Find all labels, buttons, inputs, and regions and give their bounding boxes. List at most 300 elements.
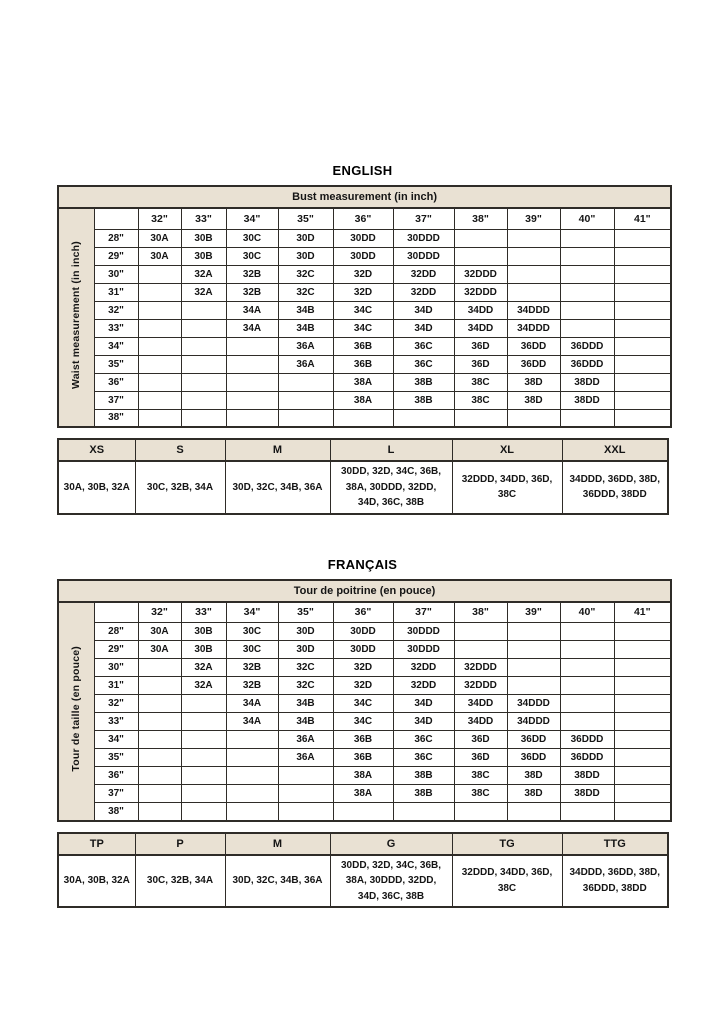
bra-size-cell — [560, 409, 614, 427]
waist-row-label-cell: 37" — [94, 391, 138, 409]
bra-size-cell: 38DD — [560, 767, 614, 785]
section-title-french: FRANÇAIS — [327, 556, 398, 572]
bra-size-cell — [560, 695, 614, 713]
bra-size-cell — [507, 229, 560, 247]
bra-size-cell — [560, 659, 614, 677]
matrix-data-row — [58, 409, 671, 427]
bra-size-cell: 30D — [278, 623, 333, 641]
bra-size-cell — [507, 677, 560, 695]
bra-size-cell: 36DDD — [560, 355, 614, 373]
size-group-header-cell: TP — [58, 833, 135, 855]
bra-size-cell: 30DD — [333, 229, 393, 247]
bust-col-header-cell: 34" — [226, 208, 278, 229]
bra-size-cell — [454, 247, 507, 265]
bra-size-cell: 30B — [181, 623, 226, 641]
bra-size-cell: 32C — [278, 283, 333, 301]
bra-size-cell — [226, 785, 278, 803]
bra-size-cell: 30B — [181, 641, 226, 659]
bra-size-cell: 30A — [138, 623, 181, 641]
bra-size-cell — [614, 749, 671, 767]
bra-size-cell — [226, 337, 278, 355]
size-group-header-cell: G — [330, 833, 452, 855]
waist-row-label-cell: 33" — [94, 713, 138, 731]
bra-size-cell: 34DD — [454, 713, 507, 731]
size-group-values-cell: 30A, 30B, 32A — [58, 855, 135, 908]
bra-size-cell: 32A — [181, 283, 226, 301]
matrix-data-row — [58, 247, 671, 265]
waist-row-label-cell: 34" — [94, 731, 138, 749]
bra-size-cell — [560, 803, 614, 821]
bra-size-cell: 36B — [333, 749, 393, 767]
matrix-data-row — [58, 677, 671, 695]
size-group-header-cell: XS — [58, 439, 135, 461]
size-group-header-cell: XL — [452, 439, 562, 461]
size-group-values-cell: 30A, 30B, 32A — [58, 461, 135, 514]
bra-size-cell: 30DD — [333, 641, 393, 659]
bra-size-cell — [614, 641, 671, 659]
bra-size-cell — [560, 301, 614, 319]
bra-size-cell — [138, 785, 181, 803]
bra-size-cell: 32D — [333, 283, 393, 301]
column-header-row — [58, 602, 671, 623]
bra-size-cell: 36B — [333, 731, 393, 749]
bra-size-cell — [138, 695, 181, 713]
bra-size-cell — [181, 767, 226, 785]
waist-side-label-cell — [58, 208, 94, 427]
bust-col-header-cell: 34" — [226, 602, 278, 623]
bra-size-cell — [614, 659, 671, 677]
bust-measurement-header-cell: Tour de poitrine (en pouce) — [58, 580, 671, 602]
bra-size-cell — [138, 713, 181, 731]
bra-size-cell: 32B — [226, 265, 278, 283]
column-header-row — [58, 208, 671, 229]
waist-row-label-cell: 29" — [94, 247, 138, 265]
bra-size-cell: 38D — [507, 391, 560, 409]
bra-size-cell — [181, 749, 226, 767]
size-group-header-cell: XXL — [562, 439, 668, 461]
size-group-values-cell: 30C, 32B, 34A — [135, 461, 225, 514]
size-group-values-row — [58, 461, 668, 514]
bra-size-cell — [278, 409, 333, 427]
bra-size-cell: 30DD — [333, 247, 393, 265]
bra-size-cell — [614, 695, 671, 713]
bra-size-cell: 30DDD — [393, 641, 454, 659]
bra-size-cell: 36B — [333, 337, 393, 355]
matrix-data-row — [58, 265, 671, 283]
bra-size-cell — [138, 677, 181, 695]
matrix-data-row — [58, 641, 671, 659]
bra-size-cell: 32DD — [393, 677, 454, 695]
bra-size-cell — [138, 803, 181, 821]
waist-row-label-cell: 35" — [94, 749, 138, 767]
section-french — [57, 557, 668, 909]
bra-size-cell: 34C — [333, 319, 393, 337]
bra-size-cell: 34D — [393, 319, 454, 337]
bust-col-header-cell: 32" — [138, 602, 181, 623]
bra-size-cell — [226, 373, 278, 391]
bra-size-cell — [181, 785, 226, 803]
bust-col-header-cell: 36" — [333, 602, 393, 623]
bra-size-cell: 36A — [278, 749, 333, 767]
bra-size-cell — [614, 319, 671, 337]
bra-size-cell — [560, 265, 614, 283]
bust-waist-matrix-table-english — [57, 185, 672, 428]
bra-size-cell: 34DDD — [507, 319, 560, 337]
bra-size-cell — [614, 713, 671, 731]
bra-size-cell: 30D — [278, 641, 333, 659]
bra-size-cell: 36C — [393, 355, 454, 373]
bra-size-cell: 32B — [226, 677, 278, 695]
bra-size-cell: 38C — [454, 373, 507, 391]
bra-size-cell: 36D — [454, 749, 507, 767]
bra-size-cell: 32DDD — [454, 659, 507, 677]
section-title-english: ENGLISH — [332, 163, 393, 178]
waist-side-label: Waist measurement (in inch) — [70, 241, 83, 389]
bra-size-cell: 34DD — [454, 695, 507, 713]
waist-row-label-cell: 33" — [94, 319, 138, 337]
bra-size-cell: 36A — [278, 337, 333, 355]
matrix-data-row — [58, 695, 671, 713]
size-group-values-cell: 32DDD, 34DD, 36D, 38C — [452, 461, 562, 514]
bra-size-cell — [507, 247, 560, 265]
size-summary-table-french — [57, 832, 669, 909]
bra-size-cell — [226, 803, 278, 821]
bra-size-cell — [138, 283, 181, 301]
size-summary-table-english — [57, 438, 669, 515]
bra-size-cell — [560, 641, 614, 659]
bra-size-cell: 32DD — [393, 265, 454, 283]
bra-size-cell: 36DDD — [560, 749, 614, 767]
waist-row-label-cell: 36" — [94, 767, 138, 785]
matrix-data-row — [58, 803, 671, 821]
size-group-values-cell: 34DDD, 36DD, 38D, 36DDD, 38DD — [562, 855, 668, 908]
bra-size-cell: 38A — [333, 373, 393, 391]
bra-size-cell — [333, 409, 393, 427]
bra-size-cell — [226, 409, 278, 427]
bra-size-cell: 34A — [226, 713, 278, 731]
bra-size-cell — [614, 301, 671, 319]
bra-size-cell — [138, 731, 181, 749]
bust-col-header-cell: 33" — [181, 602, 226, 623]
bra-size-cell — [181, 319, 226, 337]
bra-size-cell — [181, 301, 226, 319]
bra-size-cell: 32D — [333, 677, 393, 695]
bust-col-header-cell: 35" — [278, 602, 333, 623]
waist-row-label-cell: 30" — [94, 659, 138, 677]
bra-size-cell — [507, 803, 560, 821]
bra-size-cell — [278, 391, 333, 409]
bra-size-cell — [393, 803, 454, 821]
bust-col-header-cell: 32" — [138, 208, 181, 229]
bra-size-cell: 32D — [333, 265, 393, 283]
bra-size-cell — [560, 319, 614, 337]
bra-size-cell: 34DDD — [507, 713, 560, 731]
bra-size-cell — [181, 803, 226, 821]
bust-col-header-cell: 39" — [507, 602, 560, 623]
bra-size-cell — [614, 229, 671, 247]
bra-size-cell: 34D — [393, 301, 454, 319]
bra-size-cell: 34B — [278, 713, 333, 731]
waist-row-label-cell: 35" — [94, 355, 138, 373]
bra-size-cell: 34A — [226, 695, 278, 713]
waist-row-label-cell: 34" — [94, 337, 138, 355]
bra-size-cell — [614, 767, 671, 785]
matrix-data-row — [58, 301, 671, 319]
bra-size-cell: 32DDD — [454, 677, 507, 695]
bra-size-cell: 34C — [333, 695, 393, 713]
bra-size-cell: 32D — [333, 659, 393, 677]
bra-size-cell: 30DDD — [393, 229, 454, 247]
bra-size-cell — [454, 623, 507, 641]
bra-size-cell — [138, 355, 181, 373]
bra-size-cell — [226, 731, 278, 749]
bra-size-cell: 34DD — [454, 301, 507, 319]
bra-size-cell — [614, 785, 671, 803]
bra-size-cell: 36C — [393, 731, 454, 749]
bra-size-cell — [181, 713, 226, 731]
bra-size-cell — [181, 355, 226, 373]
bra-size-cell: 32DD — [393, 659, 454, 677]
bra-size-cell — [226, 767, 278, 785]
waist-row-label-cell: 38" — [94, 803, 138, 821]
bra-size-cell — [333, 803, 393, 821]
size-group-header-cell: M — [225, 833, 330, 855]
bra-size-cell: 30DD — [333, 623, 393, 641]
bust-col-header-cell: 37" — [393, 602, 454, 623]
bra-size-cell: 30C — [226, 247, 278, 265]
bra-size-cell — [560, 623, 614, 641]
size-group-header-cell: L — [330, 439, 452, 461]
size-group-values-cell: 30C, 32B, 34A — [135, 855, 225, 908]
bra-size-cell — [454, 229, 507, 247]
bra-size-cell — [507, 659, 560, 677]
bra-size-cell: 36DDD — [560, 731, 614, 749]
bra-size-cell: 38C — [454, 391, 507, 409]
bra-size-cell — [138, 659, 181, 677]
bra-size-cell — [138, 373, 181, 391]
bra-size-cell — [614, 265, 671, 283]
bra-size-cell — [614, 391, 671, 409]
waist-side-label: Tour de taille (en pouce) — [70, 645, 83, 772]
bra-size-cell — [560, 229, 614, 247]
bust-col-header-cell: 35" — [278, 208, 333, 229]
bust-col-header-cell: 39" — [507, 208, 560, 229]
bra-size-cell: 30C — [226, 641, 278, 659]
bra-size-cell — [181, 373, 226, 391]
bra-size-cell: 34DD — [454, 319, 507, 337]
bra-size-cell: 34C — [333, 301, 393, 319]
bra-size-cell — [278, 767, 333, 785]
bra-size-cell — [138, 337, 181, 355]
matrix-data-row — [58, 713, 671, 731]
bra-size-cell — [614, 283, 671, 301]
bra-size-cell: 36D — [454, 337, 507, 355]
waist-row-label-cell: 31" — [94, 283, 138, 301]
bra-size-cell: 38DD — [560, 373, 614, 391]
waist-row-label-cell: 31" — [94, 677, 138, 695]
bra-size-cell — [454, 409, 507, 427]
bra-size-cell: 32DD — [393, 283, 454, 301]
bra-size-cell: 36C — [393, 337, 454, 355]
bra-size-cell — [393, 409, 454, 427]
bra-size-cell: 30D — [278, 229, 333, 247]
size-group-header-cell: M — [225, 439, 330, 461]
bra-size-cell — [138, 391, 181, 409]
bust-col-header-cell: 40" — [560, 602, 614, 623]
size-group-values-cell: 34DDD, 36DD, 38D, 36DDD, 38DD — [562, 461, 668, 514]
size-group-values-row — [58, 855, 668, 908]
bra-size-cell — [560, 677, 614, 695]
bra-size-cell — [181, 695, 226, 713]
bra-size-cell: 36D — [454, 355, 507, 373]
bra-size-cell: 30C — [226, 623, 278, 641]
size-group-header-cell: TTG — [562, 833, 668, 855]
section-english — [57, 163, 668, 515]
bra-size-cell: 30B — [181, 229, 226, 247]
bra-size-cell: 38B — [393, 391, 454, 409]
bra-size-cell: 36DD — [507, 731, 560, 749]
bra-size-cell: 34DDD — [507, 301, 560, 319]
bra-size-cell: 38A — [333, 391, 393, 409]
bra-size-cell: 38C — [454, 785, 507, 803]
bra-size-cell: 32C — [278, 659, 333, 677]
bra-size-cell: 38C — [454, 767, 507, 785]
bra-size-cell — [181, 337, 226, 355]
matrix-data-row — [58, 337, 671, 355]
bra-size-cell — [614, 623, 671, 641]
bra-size-cell — [226, 391, 278, 409]
bra-size-cell — [614, 677, 671, 695]
bra-size-cell: 32C — [278, 677, 333, 695]
matrix-data-row — [58, 319, 671, 337]
bra-size-cell: 30D — [278, 247, 333, 265]
bra-size-cell: 36D — [454, 731, 507, 749]
bra-size-cell — [614, 409, 671, 427]
bra-size-cell — [138, 265, 181, 283]
bra-size-cell — [181, 409, 226, 427]
bra-size-cell: 38A — [333, 785, 393, 803]
bra-size-cell: 32B — [226, 283, 278, 301]
bra-size-cell — [614, 337, 671, 355]
corner-blank-cell — [94, 208, 138, 229]
bra-size-cell: 38B — [393, 373, 454, 391]
bra-size-cell: 30A — [138, 641, 181, 659]
waist-row-label-cell: 28" — [94, 623, 138, 641]
bra-size-cell — [507, 409, 560, 427]
size-group-header-cell: TG — [452, 833, 562, 855]
bra-size-cell: 32C — [278, 265, 333, 283]
bust-col-header-cell: 38" — [454, 208, 507, 229]
bra-size-cell — [614, 731, 671, 749]
bra-size-cell — [226, 749, 278, 767]
bust-col-header-cell: 36" — [333, 208, 393, 229]
bra-size-cell — [560, 713, 614, 731]
bra-size-cell — [278, 803, 333, 821]
waist-row-label-cell: 28" — [94, 229, 138, 247]
bra-size-cell: 36A — [278, 731, 333, 749]
matrix-data-row — [58, 749, 671, 767]
bra-size-cell: 38A — [333, 767, 393, 785]
waist-row-label-cell: 38" — [94, 409, 138, 427]
bra-size-cell — [507, 641, 560, 659]
bra-size-cell — [614, 247, 671, 265]
bra-size-cell: 30DDD — [393, 247, 454, 265]
size-group-values-cell: 30DD, 32D, 34C, 36B, 38A, 30DDD, 32DD, 34D, 36C, 38B — [330, 461, 452, 514]
bra-size-cell — [138, 749, 181, 767]
bra-size-cell — [278, 785, 333, 803]
bra-size-cell — [454, 803, 507, 821]
matrix-data-row — [58, 623, 671, 641]
matrix-data-row — [58, 229, 671, 247]
waist-row-label-cell: 32" — [94, 695, 138, 713]
bra-size-cell — [181, 731, 226, 749]
bust-col-header-cell: 38" — [454, 602, 507, 623]
bra-size-cell: 30C — [226, 229, 278, 247]
waist-row-label-cell: 36" — [94, 373, 138, 391]
bra-size-cell — [614, 373, 671, 391]
bra-size-cell: 34D — [393, 695, 454, 713]
corner-blank-cell — [94, 602, 138, 623]
content — [57, 163, 668, 908]
waist-side-label-cell — [58, 602, 94, 821]
bra-size-cell: 36B — [333, 355, 393, 373]
bra-size-cell: 36C — [393, 749, 454, 767]
bra-size-cell: 32A — [181, 677, 226, 695]
size-group-values-cell: 30D, 32C, 34B, 36A — [225, 855, 330, 908]
bra-size-cell: 32DDD — [454, 283, 507, 301]
bra-size-cell: 38DD — [560, 785, 614, 803]
bra-size-cell — [454, 641, 507, 659]
bra-size-cell — [278, 373, 333, 391]
bra-size-cell: 38B — [393, 785, 454, 803]
matrix-data-row — [58, 767, 671, 785]
waist-row-label-cell: 32" — [94, 301, 138, 319]
bra-size-cell: 36DD — [507, 749, 560, 767]
bra-size-cell — [138, 319, 181, 337]
bra-size-cell: 32A — [181, 659, 226, 677]
bra-size-cell: 30A — [138, 247, 181, 265]
bra-size-cell: 38D — [507, 373, 560, 391]
bra-size-cell: 30B — [181, 247, 226, 265]
bra-size-cell: 30A — [138, 229, 181, 247]
bust-col-header-cell: 37" — [393, 208, 454, 229]
bra-size-cell: 34D — [393, 713, 454, 731]
bust-measurement-header-cell: Bust measurement (in inch) — [58, 186, 671, 208]
bra-size-cell: 34C — [333, 713, 393, 731]
bra-size-cell: 34B — [278, 319, 333, 337]
bra-size-cell — [614, 803, 671, 821]
bra-size-cell — [507, 623, 560, 641]
size-group-values-cell: 32DDD, 34DD, 36D, 38C — [452, 855, 562, 908]
bra-size-cell: 38B — [393, 767, 454, 785]
matrix-data-row — [58, 283, 671, 301]
bust-col-header-cell: 41" — [614, 208, 671, 229]
bra-size-cell: 30DDD — [393, 623, 454, 641]
bra-size-cell: 38D — [507, 767, 560, 785]
bra-size-cell: 34DDD — [507, 695, 560, 713]
bra-size-cell: 38DD — [560, 391, 614, 409]
bra-size-cell — [138, 767, 181, 785]
matrix-data-row — [58, 391, 671, 409]
bra-size-cell: 36DD — [507, 337, 560, 355]
bra-size-cell: 38D — [507, 785, 560, 803]
size-group-values-cell: 30D, 32C, 34B, 36A — [225, 461, 330, 514]
size-group-header-row — [58, 833, 668, 855]
matrix-data-row — [58, 355, 671, 373]
bra-size-cell — [560, 247, 614, 265]
bra-size-cell: 34B — [278, 301, 333, 319]
waist-row-label-cell: 29" — [94, 641, 138, 659]
